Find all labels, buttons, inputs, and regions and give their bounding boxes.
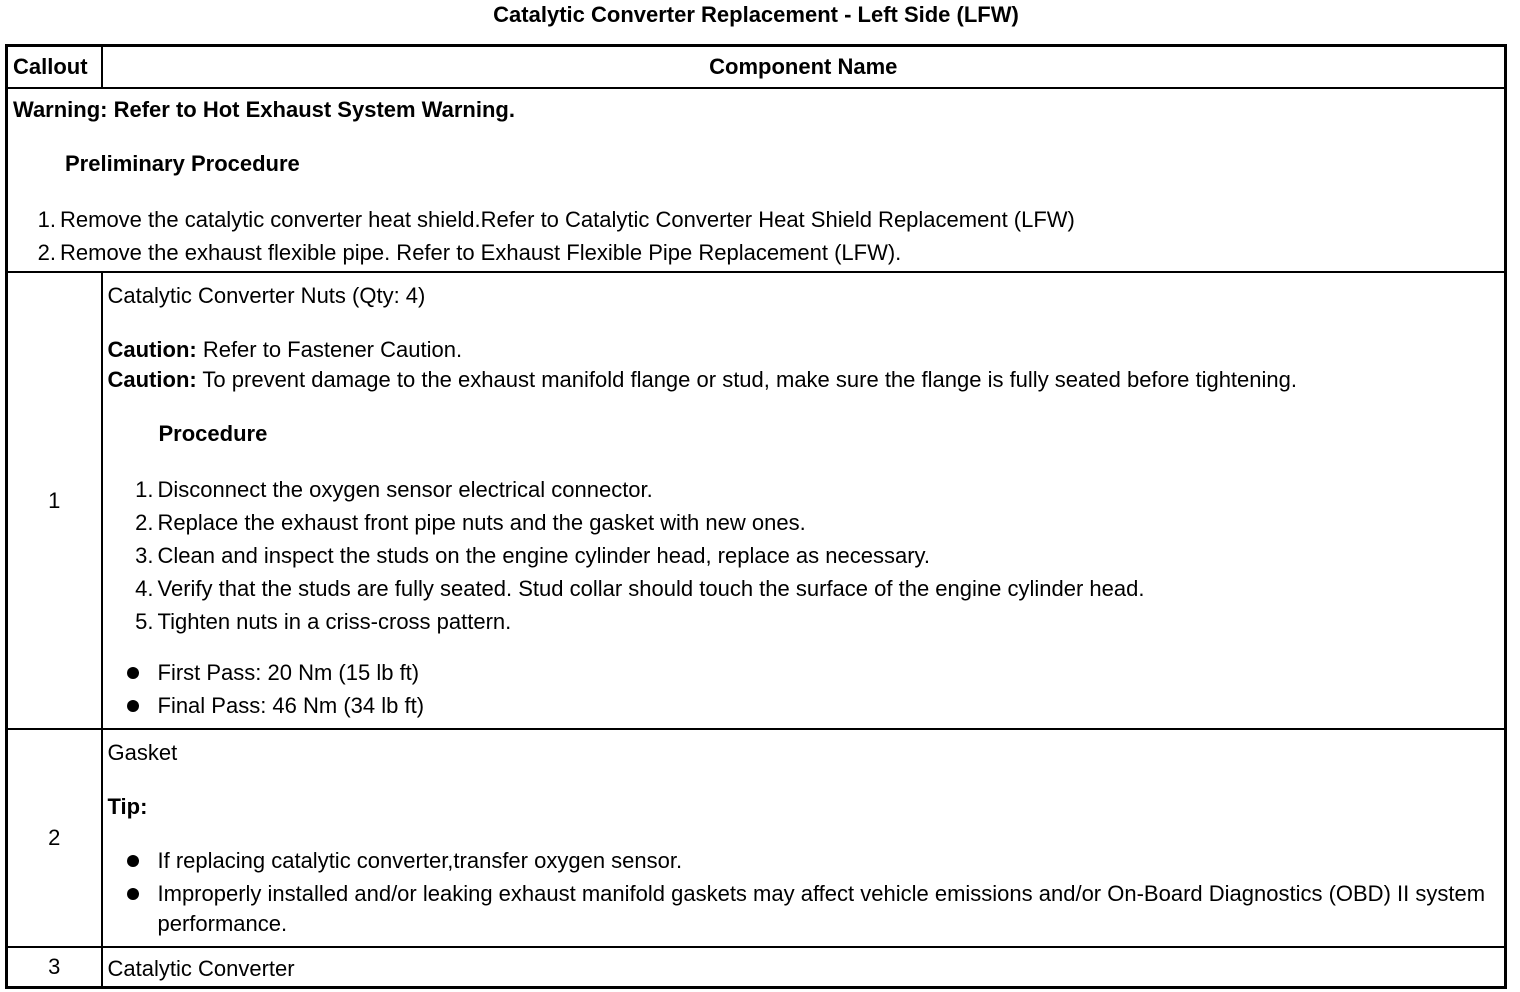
caution-line (108, 335, 1500, 365)
table-header-row (7, 46, 1506, 89)
step-text: Replace the exhaust front pipe nuts and the gasket with new ones. (157, 510, 806, 535)
bullet-icon (108, 846, 158, 876)
callout-number: 3 (7, 947, 102, 988)
bullet-icon (108, 658, 158, 688)
step-number: 3. (135, 543, 154, 568)
callout-number: 1 (7, 272, 102, 729)
step-number: 1. (37, 207, 56, 232)
component-cell (102, 272, 1506, 729)
bullet-text: Final Pass: 46 Nm (34 lb ft) (157, 693, 425, 718)
step-number: 4. (135, 576, 154, 601)
step-text: Remove the exhaust flexible pipe. Refer to Exhaust Flexible Pipe Replacement (LFW). (60, 240, 902, 265)
caution-label: Caution: (107, 337, 197, 362)
page-title: Catalytic Converter Replacement - Left Side (LFW) (493, 2, 1019, 27)
component-cell (102, 729, 1506, 947)
tip-bullet (108, 846, 1500, 876)
step-number: 2. (135, 510, 154, 535)
procedure-heading: Procedure (158, 421, 268, 446)
component-name: Catalytic Converter Nuts (Qty: 4) (107, 283, 426, 308)
preliminary-row (7, 88, 1506, 272)
callout-number: 2 (7, 729, 102, 947)
torque-bullet (108, 658, 1500, 688)
component-name: Gasket (107, 740, 178, 765)
step-text: Tighten nuts in a criss-cross pattern. (157, 609, 512, 634)
step-number: 5. (135, 609, 154, 634)
preliminary-step (13, 236, 1499, 269)
procedure-step (108, 605, 1500, 638)
tip-label: Tip: (107, 794, 148, 819)
caution-line (108, 365, 1500, 395)
bullet-icon (108, 691, 158, 721)
step-text: Verify that the studs are fully seated. Stud collar should touch the surface of the engine cylinder head. (157, 576, 1145, 601)
step-number: 2. (37, 240, 56, 265)
step-text: Clean and inspect the studs on the engine cylinder head, replace as necessary. (157, 543, 931, 568)
caution-text: To prevent damage to the exhaust manifold flange or stud, make sure the flange is fully seated before tightening. (196, 367, 1297, 392)
procedure-step (108, 539, 1500, 572)
procedure-step (108, 572, 1500, 605)
bullet-text: If replacing catalytic converter,transfer oxygen sensor. (157, 848, 683, 873)
bullet-icon (108, 879, 158, 939)
procedure-table (5, 44, 1507, 989)
callout-column-header: Callout (7, 46, 102, 89)
step-number: 1. (135, 477, 154, 502)
bullet-text: Improperly installed and/or leaking exhaust manifold gaskets may affect vehicle emissions and/or On-Board Diagnostics (OBD) II system performance. (157, 881, 1486, 936)
table-row (7, 729, 1506, 947)
table-row (7, 947, 1506, 988)
preliminary-cell (7, 88, 1506, 272)
component-column-header: Component Name (102, 46, 1506, 89)
procedure-step (108, 473, 1500, 506)
procedure-step (108, 506, 1500, 539)
torque-bullet (108, 691, 1500, 721)
preliminary-step (13, 203, 1499, 236)
caution-label: Caution: (107, 367, 197, 392)
warning-text: Warning: Refer to Hot Exhaust System Warning. (13, 97, 515, 122)
component-cell (102, 947, 1506, 988)
preliminary-heading: Preliminary Procedure (65, 151, 300, 176)
step-text: Remove the catalytic converter heat shield.Refer to Catalytic Converter Heat Shield Replacement (LFW) (60, 207, 1075, 232)
component-name: Catalytic Converter (107, 956, 295, 981)
step-text: Disconnect the oxygen sensor electrical connector. (157, 477, 653, 502)
caution-text: Refer to Fastener Caution. (196, 337, 463, 362)
tip-bullet (108, 879, 1500, 939)
table-row (7, 272, 1506, 729)
bullet-text: First Pass: 20 Nm (15 lb ft) (157, 660, 420, 685)
